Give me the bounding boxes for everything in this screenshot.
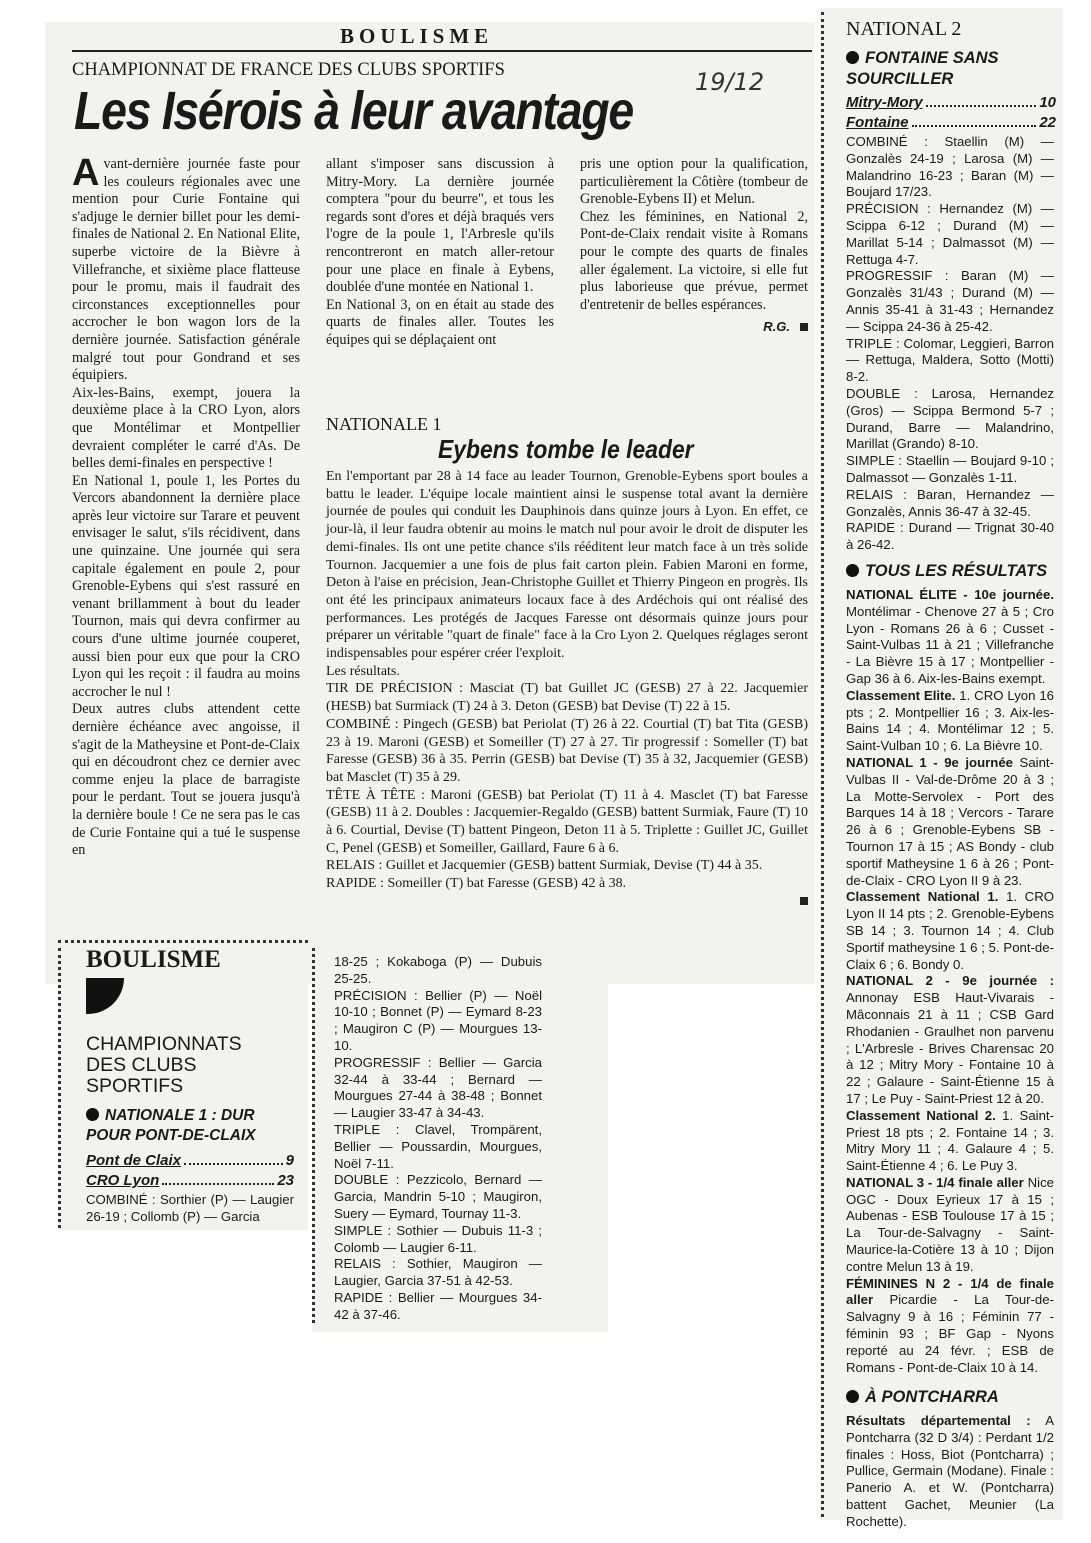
- kicker: CHAMPIONNAT DE FRANCE DES CLUBS SPORTIFS: [72, 60, 505, 80]
- bullet-icon: [846, 1390, 859, 1403]
- right-detail-line: SIMPLE : Staellin — Boujard 9-10 ; Dalmassot — Gonzalès 1-11.: [846, 453, 1054, 485]
- article-paragraph: En National 1, poule 1, les Portes du Vercors abandonnent la dernière place après leur victoire sur Tarare et peuvent envisager le salut, s'ils récidivent, dans une quinzaine. Une journée qui sera capitale également en poule 2, pour Grenoble-Eybens qui s'est rassuré en venant brillamment à bout du leader Tournon, mais qui devra confirmer au cours d'une ultime journée couperet, aussi bien pour eux que pour la CRO Lyon qui les reçoit : il faudra au moins accrocher le nul !: [72, 472, 300, 700]
- article-paragraph: allant s'imposer sans discussion à Mitry-Mory. La dernière journée comptera "pour du beurre", et tous les regards sont d'ores et déjà braqués vers l'ogre de la poule 1, l'Arbresle qu'ils rencontreront en match aller-retour pour une place en finale à Eybens, doublée d'une montée en National 1.: [326, 156, 554, 296]
- box-detail-line: 18-25 ; Kokaboga (P) — Dubuis 25-25.: [334, 954, 542, 986]
- article-column-1: [72, 152, 300, 860]
- handwritten-date: 19/12: [695, 68, 765, 96]
- header-rule: [72, 50, 812, 52]
- results-list: [846, 587, 1054, 1376]
- right-detail-line: DOUBLE : Larosa, Hernandez (Gros) — Scippa Bermond 5-7 ; Durand, Barre — Malandrino, Marillat (Grando) 8-10.: [846, 385, 1054, 452]
- bullet-icon: [846, 564, 859, 577]
- bullet-icon: [846, 51, 859, 64]
- nationale1-paragraph: RELAIS : Guillet et Jacquemier (GESB) battent Surmiak, Devise (T) 44 à 35.: [326, 858, 763, 874]
- box-detail-line: DOUBLE : Pezzicolo, Bernard — Garcia, Mandrin 5-10 ; Maugiron, Suery — Eymard, Tournay 11-3.: [334, 1172, 542, 1221]
- right-detail-line: PROGRESSIF : Baran (M) — Gonzalès 31/43 ; Durand (M) — Annis 35-41 à 31-43 ; Hernandez — Scippa 24-36 à 25-42.: [846, 268, 1054, 334]
- box-detail-line: TRIPLE : Clavel, Trompärent, Bellier — Poussardin, Mourgues, Noël 7-11.: [334, 1121, 542, 1171]
- nationale1-body: [326, 468, 808, 911]
- article-paragraph: Aix-les-Bains, exempt, jouera la deuxième place à la CRO Lyon, alors que Montélimar et Montpellier devraient compléter le carré d'As. De belles demi-finales en perspective !: [72, 384, 300, 472]
- article-paragraph: Chez les féminines, en National 2, Pont-de-Claix rendait visite à Romans pour le compte des quarts de finales aller également. La victoire, si elle fut plus laborieuse que prévue, permet d'entretenir de belles espérances.: [580, 208, 808, 313]
- right-detail-line: COMBINÉ : Staellin (M) — Gonzalès 24-19 ; Larosa (M) — Malandrino 16-23 ; Baran (M) — Boujard 17/23.: [846, 134, 1054, 200]
- end-mark: [800, 323, 808, 331]
- box-divider: [312, 948, 315, 1323]
- nationale1-label: NATIONALE 1: [326, 414, 442, 434]
- article-paragraph: En National 3, on en était au stade des quarts de finales aller. Toutes les équipes qui se déplaçaient ont: [326, 296, 554, 348]
- box-detail-line: PRÉCISION : Bellier (P) — Noël 10-10 ; Bonnet (P) — Eymard 8-23 ; Maugiron C (P) — Mourgues 13-10.: [334, 987, 542, 1053]
- article-paragraph: Deux autres clubs attendent cette dernière échéance avec angoisse, il s'agit de la Matheysine et Pont-de-Claix qui en découdront chez ce dernier avec comme enjeu la place de barragiste pour le perdant. Tout se jouera jusqu'à la dernière boule ! Ce ne sera pas le cas de Curie Fontaine qui a tué le suspense en: [72, 701, 300, 859]
- nationale1-title: Eybens tombe le leader: [438, 434, 694, 464]
- result-entry: NATIONAL 3 - 1/4 finale aller Nice OGC - Doux Eyrieux 17 à 15 ; Aubenas - ESB Toulouse 17 à 15 ; La Tour-de-Salvagny - Saint-Maurice-la-Cotière 13 à 10 ; Dijon contre Melun 13 à 19.: [846, 1174, 1055, 1274]
- result-entry: NATIONAL 2 - 9e journée : Annonay ESB Haut-Vivarais - Mâconnais 21 à 11 ; CSB Gard Rhodanien - Graulhet non parvenu ; L'Arbresle - Brives Charensac 20 à 12 ; Mitry Mory - Fontaine 10 à 22 ; Galaure - Saint-Étienne 15 à 17 ; Le Puy - Saint-Priest 12 à 20.: [846, 973, 1054, 1106]
- box-detail-line: PROGRESSIF : Bellier — Garcia 32-44 à 33-44 ; Bernard — Mourgues 27-44 à 38-48 ; Bonnet — Laugier 33-47 à 34-43.: [334, 1054, 542, 1121]
- section-title: BOULISME: [340, 24, 494, 48]
- bullet-icon: [86, 1108, 99, 1121]
- right-column-border: [821, 12, 824, 1517]
- right-subhead: FONTAINE SANS SOURCILLER: [846, 49, 999, 88]
- headline: Les Isérois à leur avantage: [74, 81, 633, 141]
- nationale1-paragraph: TÊTE À TÊTE : Maroni (GESB) bat Periolat (T) 11 à 4. Masclet (T) bat Faresse (GESB) 11 à 2. Doubles : Jacquemier-Regaldo (GESB) battent Surmiak, Faure (T) 10 à 6. Courtial, Devise (T) battent Pingeon, Deton 11 à 5. Triplette : Guillet JC, Guillet C, Penel (GESB) et Someiller, Gaillard, Faure 6 à 6.: [326, 787, 808, 856]
- right-details: [846, 134, 1054, 554]
- article-paragraph: pris une option pour la qualification, particulièrement la Côtière (tombeur de Grenoble-Eybens II) et Melun.: [580, 156, 808, 208]
- result-entry: Classement National 1. 1. CRO Lyon II 14 pts ; 2. Grenoble-Eybens SB 14 ; 3. Tournon 14 ; 4. Club Sportif matheysine 1 6 ; 5. Pont-de-Claix 6 ; 6. Bondy 0.: [846, 889, 1054, 972]
- result-entry: NATIONAL ÉLITE - 10e journée. Montélimar - Chenove 27 à 5 ; Cro Lyon - Romans 26 à 6 ; Cusset - Saint-Vulbas 11 à 21 ; Villefranche - La Bièvre 15 à 17 ; Montpellier - Gap 36 à 6. Aix-les-Bains exempt.: [846, 587, 1054, 686]
- box-score-row: Pont de Claix 9: [86, 1152, 294, 1169]
- nationale1-end: [326, 893, 808, 911]
- result-entry: Classement National 2. 1. Saint-Priest 18 pts ; 2. Fontaine 14 ; 3. Mitry Mory 11 ; 4. Galaure 4 ; 5. Saint-Étienne 4 ; 6. Le Puy 3.: [846, 1107, 1054, 1174]
- box-kicker: CHAMPIONNATS DES CLUBS SPORTIFS: [86, 1033, 242, 1097]
- result-entry: FÉMININES N 2 - 1/4 de finale aller Picardie - La Tour-de-Salvagny 9 à 16 ; Féminin 77 - féminin 93 ; BF Gap - Nyons reporté au 24 févr. ; ESB de Romans - Pont-de-Claix 10 à 14.: [846, 1275, 1054, 1375]
- article-column-3: [580, 156, 808, 337]
- result-entry: NATIONAL 1 - 9e journée Saint-Vulbas II - Val-de-Drôme 20 à 3 ; La Motte-Servolex - Port des Barques 14 à 18 ; Vercors - Tarare 26 à 6 ; Grenoble-Eybens SB - Tournon 17 à 15 ; AS Bondy - club sportif Matheysine 1 6 à 26 ; Pont-de-Claix - CRO Lyon II 9 à 23.: [846, 754, 1054, 888]
- article-column-2: [326, 156, 554, 350]
- nationale1-paragraph: En l'emportant par 28 à 14 face au leader Tournon, Grenoble-Eybens sport boules a battu le leader. L'équipe locale maintient ainsi le suspense total avant la dernière journée de poules qui conduit les Dauphinois dans quinze jours à Lyon. En effet, ce jour-là, il leur faudra obtenir au moins le match nul pour avoir le droit de disputer les demi-finales. Ils ont une petite chance s'ils rééditent leur match face à un très solide Tournon. Jacquemier a une fois de plus fait carton plein. Fabien Maroni en forme, Deton à l'aise en précision, Jean-Christophe Guillet et Thierry Pingeon en progrès. Ils ont été les principaux animateurs locaux face à des Ardéchois qui ont réalisé des performances. Les protégés de Jacques Faresse ont désormais quinze jours pour préparer un véritable "quart de finale" face à la Cro Lyon 2. Quelques réglages seront indispensables pour espérer créer l'exploit.: [326, 469, 808, 662]
- box-detail-line: COMBINÉ : Sorthier (P) — Laugier 26-19 ; Collomb (P) — Garcia: [86, 1192, 294, 1224]
- box-score-row: CRO Lyon 23: [86, 1172, 294, 1189]
- right-score-row: Mitry-Mory 10: [846, 94, 1056, 111]
- right-score-row: Fontaine 22: [846, 114, 1056, 131]
- right-label: NATIONAL 2: [846, 18, 962, 40]
- box-left-border: [58, 948, 61, 1228]
- box-subhead: NATIONALE 1 : DUR POUR PONT-DE-CLAIX: [86, 1107, 256, 1144]
- nationale1-paragraph: RAPIDE : Someiller (T) bat Faresse (GESB) 42 à 38.: [326, 876, 627, 892]
- box-section-title: BOULISME: [86, 946, 221, 973]
- box-detail-line: RAPIDE : Bellier — Mourgues 34-42 à 37-46.: [334, 1289, 542, 1322]
- pontcharra-entry: Résultats départemental : A Pontcharra (32 D 3/4) : Perdant 1/2 finales : Hoss, Biot (Pontcharra) ; Pullice, Germain (Modane). Finale : Panerio A. et W. (Pontcharra) battent Gachet, Meunier (La Rochette).: [846, 1413, 1055, 1529]
- pontcharra-text: [846, 1413, 1054, 1531]
- box-top-border: [58, 940, 308, 943]
- right-detail-line: RELAIS : Baran, Hernandez — Gonzalès, Annis 36-47 à 32-45.: [846, 486, 1054, 519]
- result-entry: Classement Elite. 1. CRO Lyon 16 pts ; 2. Montpellier 16 ; 3. Aix-les-Bains 14 ; 4. Montélimar 12 ; 5. Saint-Vulban 10 ; 6. La Bièvre 10.: [846, 687, 1054, 754]
- box-details-col2: [334, 954, 542, 1324]
- dropcap: A: [72, 152, 100, 194]
- pontcharra-heading: À PONTCHARRA: [846, 1388, 1056, 1407]
- box-detail-line: RELAIS : Sothier, Maugiron — Laugier, Garcia 37-51 à 42-53.: [334, 1256, 542, 1289]
- signature-line: [580, 318, 808, 337]
- nationale1-paragraph: COMBINÉ : Pingech (GESB) bat Periolat (T) 26 à 22. Courtial (T) bat Tita (GESB) 23 à 19. Maroni (GESB) et Someiller (T) 27 à 27. Tir progressif : Someller (T) bat Faresse (GESB) 36 à 35. Perrin (GESB) bat Devise (T) 35 à 32, Jacquemier (GESB) bat Masclet (T) 35 à 29.: [326, 716, 808, 785]
- box-detail-line: SIMPLE : Sothier — Dubuis 11-3 ; Colomb — Laugier 6-11.: [334, 1222, 542, 1255]
- right-detail-line: TRIPLE : Colomar, Leggieri, Barron — Rettuga, Maldera, Sotto (Motti) 8-2.: [846, 335, 1054, 385]
- nationale1-paragraph: Les résultats.: [326, 663, 400, 679]
- box-details-col1: [86, 1192, 294, 1226]
- article-paragraph: vant-dernière journée faste pour les couleurs régionales avec une mention pour Curie Fontaine qui s'adjuge le dernier billet pour les demi-finales de National 2. En National Elite, superbe victoire de la Bièvre à Villefranche, et sixième place flatteuse pour le promu, mais il faudrait des circonstances exceptionnelles pour accrocher le bon wagon lors de la dernière journée. Satisfaction générale malgré tout pour Gondrand et ses équipiers.: [72, 156, 300, 384]
- right-detail-line: PRÉCISION : Hernandez (M) — Scippa 6-12 ; Durand (M) — Marillat 5-14 ; Dalmassot (M) — Rettuga 4-7.: [846, 201, 1054, 267]
- nationale1-paragraph: TIR DE PRÉCISION : Masciat (T) bat Guillet JC (GESB) 27 à 22. Jacquemier (HESB) bat Surmiack (T) 24 à 3. Deton (GESB) bat Devise (T) 22 à 15.: [326, 681, 808, 715]
- signature: R.G.: [763, 319, 790, 335]
- right-detail-line: RAPIDE : Durand — Trignat 30-40 à 26-42.: [846, 520, 1054, 553]
- results-heading: TOUS LES RÉSULTATS: [846, 562, 1056, 581]
